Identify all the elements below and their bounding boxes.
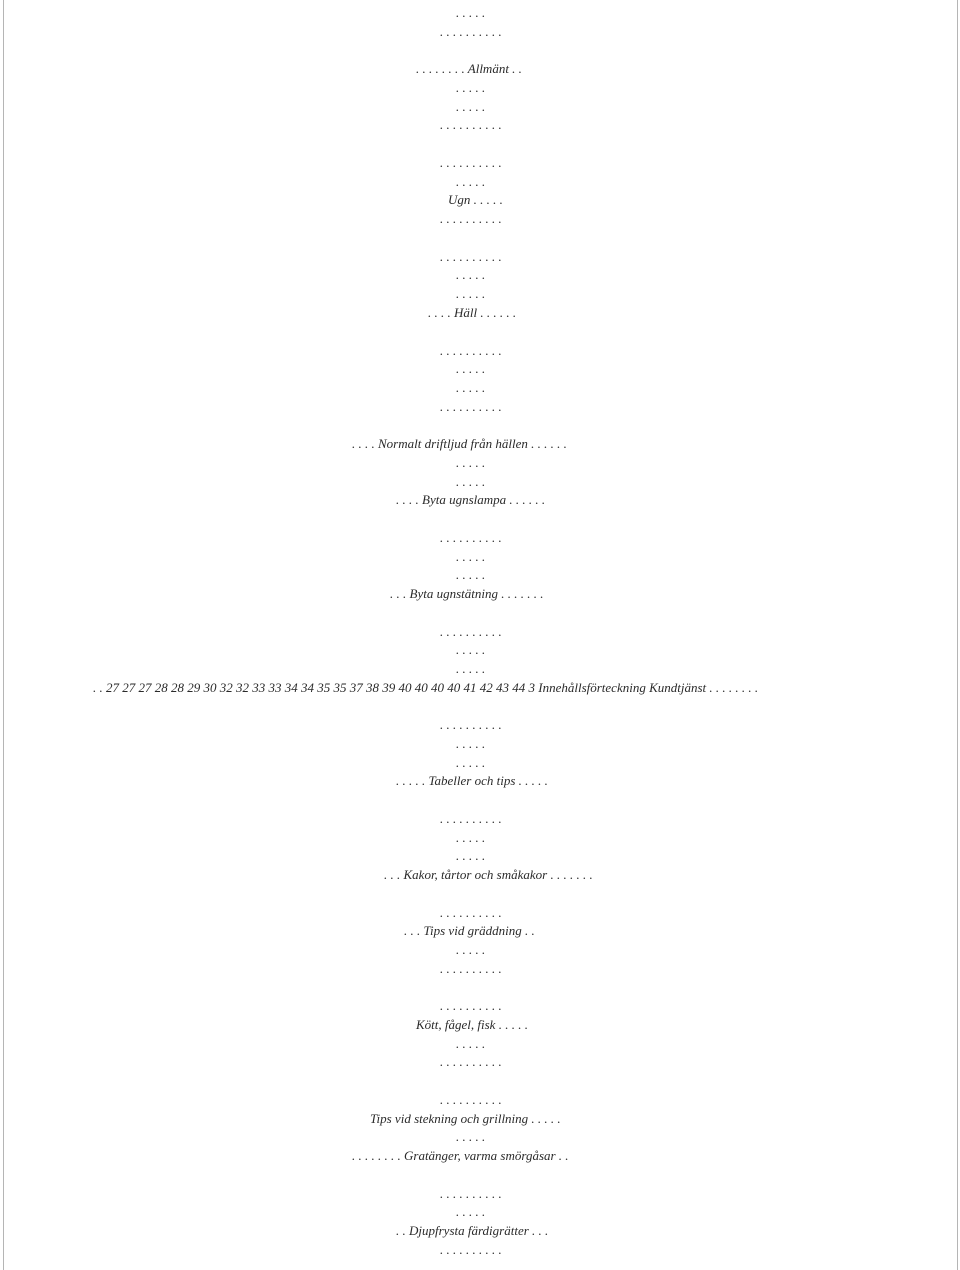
- toc-line: . . . . . . . . . .: [440, 155, 502, 170]
- toc-entry-ugn[interactable]: Ugn . . . . .: [448, 192, 503, 207]
- toc-line: . . . . .: [456, 99, 486, 114]
- toc-line: . . . . . . . . . .: [440, 24, 502, 39]
- toc-line: . . . . .: [456, 830, 486, 845]
- toc-line: . . . . .: [456, 1036, 486, 1051]
- toc-line: . . . . .: [456, 174, 486, 189]
- toc-entry-kott-fagel-fisk[interactable]: Kött, fågel, fisk . . . . .: [416, 1017, 528, 1032]
- toc-line: . . . . . . . . . .: [440, 399, 502, 414]
- toc-line: . . . . .: [456, 642, 486, 657]
- toc-line: . . . . . . . . . .: [440, 998, 502, 1013]
- toc-line: . . . . .: [456, 1129, 486, 1144]
- toc-line: . . . . .: [456, 755, 486, 770]
- toc-entry-tabeller-och-tips[interactable]: . . . . . Tabeller och tips . . . . .: [396, 773, 548, 788]
- toc-line: . . . . .: [456, 942, 486, 957]
- toc-line: . . . . .: [456, 455, 486, 470]
- toc-line: . . . . .: [456, 286, 486, 301]
- toc-line: . . . . .: [456, 267, 486, 282]
- toc-line: . . . . .: [456, 848, 486, 863]
- toc-line: . . . . . . . . . .: [440, 1092, 502, 1107]
- toc-line: . . . . . . . . . .: [440, 211, 502, 226]
- toc-entry-byta-ugnstatning[interactable]: . . . Byta ugnstätning . . . . . . .: [390, 586, 544, 601]
- toc-line: . . . . . . . . . .: [440, 1054, 502, 1069]
- toc-line: . . . . . . . . . .: [440, 249, 502, 264]
- toc-line: . . . . . . . . . .: [440, 343, 502, 358]
- toc-line: . . . . .: [456, 661, 486, 676]
- toc-line: . . . . . . . . . .: [440, 1186, 502, 1201]
- toc-entry-kakor-tartor[interactable]: . . . Kakor, tårtor och småkakor . . . . . . .: [384, 867, 593, 882]
- toc-line: . . . . . . . . . .: [440, 530, 502, 545]
- toc-line: . . . . .: [456, 361, 486, 376]
- toc-line: . . . . .: [456, 549, 486, 564]
- toc-entry-gratanger[interactable]: . . . . . . . . Gratänger, varma smörgåsar . .: [352, 1148, 569, 1163]
- toc-line: . . . . . . . . . .: [440, 717, 502, 732]
- toc-line: . . . . . . . . . .: [440, 1242, 502, 1257]
- toc-line: . . . . .: [456, 5, 486, 20]
- toc-line: . . . . .: [456, 380, 486, 395]
- toc-line: . . . . .: [456, 474, 486, 489]
- toc-entry-hall[interactable]: . . . . Häll . . . . . .: [428, 305, 517, 320]
- toc-line: . . . . . . . . . .: [440, 811, 502, 826]
- toc-entry-allmant[interactable]: . . . . . . . . Allmänt . .: [416, 61, 522, 76]
- toc-entry-tips-vid-graddning[interactable]: . . . Tips vid gräddning . .: [404, 923, 535, 938]
- toc-line: . . . . . . . . . .: [440, 961, 502, 976]
- toc-line: . . . . .: [456, 736, 486, 751]
- toc-page-numbers-line: . . 27 27 27 28 28 29 30 32 32 33 33 34 34 35 35 37 38 39 40 40 40 40 41 42 43 44 3 Innehållsförteckning Kundtjänst . . . . . . . .: [93, 680, 759, 695]
- toc-line: . . . . . . . . . .: [440, 117, 502, 132]
- toc-line: . . . . .: [456, 80, 486, 95]
- toc-line: . . . . . . . . . .: [440, 905, 502, 920]
- toc-line: . . . . . . . . . .: [440, 624, 502, 639]
- toc-entry-tips-vid-stekning[interactable]: Tips vid stekning och grillning . . . . .: [370, 1111, 561, 1126]
- toc-entry-normalt-driftljud[interactable]: . . . . Normalt driftljud från hällen . . . . . .: [352, 436, 567, 451]
- toc-entry-byta-ugnslampa[interactable]: . . . . Byta ugnslampa . . . . . .: [396, 492, 546, 507]
- toc-entry-djupfrysta-fardigratter[interactable]: . . Djupfrysta färdigrätter . . .: [396, 1223, 549, 1238]
- toc-line: . . . . .: [456, 567, 486, 582]
- toc-line: . . . . .: [456, 1204, 486, 1219]
